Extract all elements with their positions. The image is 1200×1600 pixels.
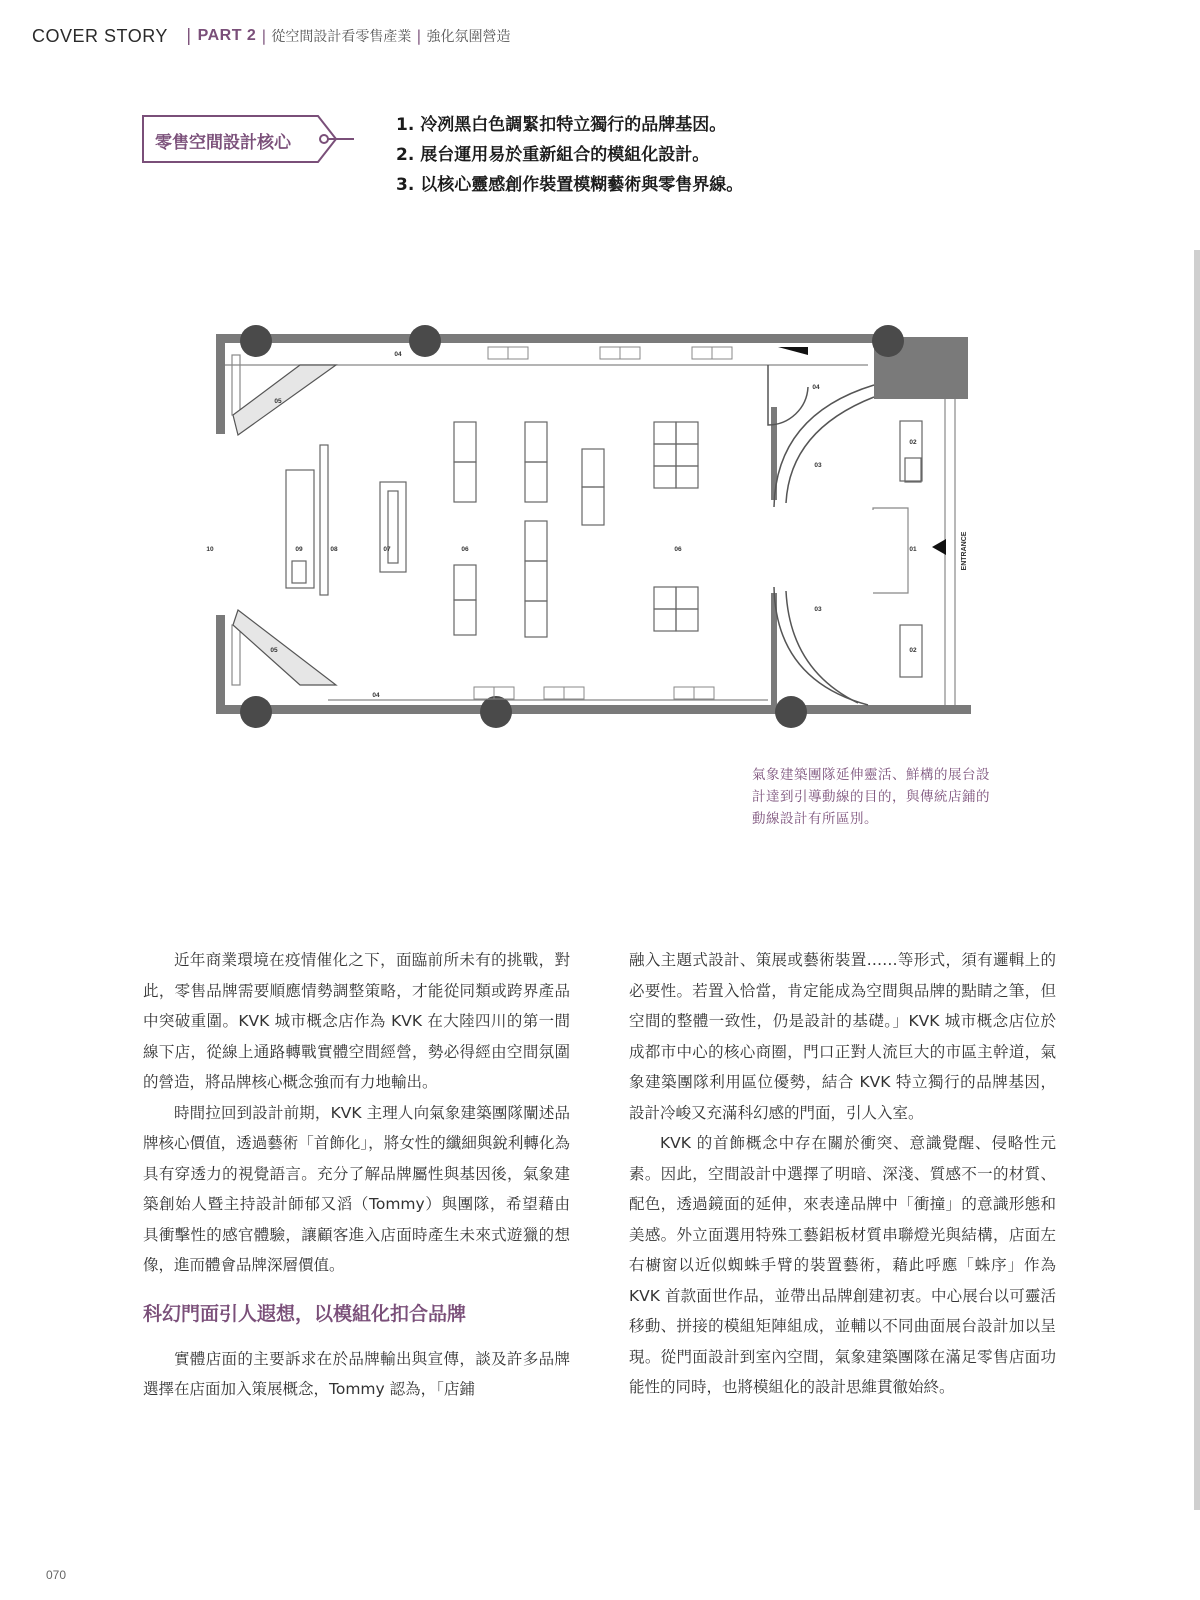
- zone-label: 10: [206, 546, 214, 553]
- running-header: [32, 24, 510, 48]
- zone-label: 07: [383, 546, 391, 553]
- core-point: 3. 以核心靈感創作裝置模糊藝術與零售界線。: [396, 175, 744, 195]
- section-label: 從空間設計看零售產業: [271, 29, 412, 45]
- body-paragraph: KVK 的首飾概念中存在關於衝突、意識覺醒、侵略性元素。因此，空間設計中選擇了明暗、深淺、質感不一的材質、配色，透過鏡面的延伸，來表達品牌中「衝撞」的意識形態和美感。外立面選用特殊工藝鋁板材質串聯燈光與結構，店面左右櫥窗以近似蜘蛛手臂的裝置藝術，藉此呼應「蛛序」作為 KVK 首款面世作品，並帶出品牌創建初衷。中心展台以可靈活移動、拼接的模組矩陣組成，並輔以不同曲面展台設計加以呈現。從門面設計到室內空間，氣象建築團隊在滿足零售店面功能性的同時，也將模組化的設計思維貫徹始終。: [629, 1134, 1056, 1396]
- entrance-label: ENTRANCE: [961, 531, 968, 571]
- body-paragraph: 近年商業環境在疫情催化之下，面臨前所未有的挑戰，對此，零售品牌需要順應情勢調整策略，才能從同類或跨界產品中突破重圍。KVK 城市概念店作為 KVK 在大陸四川的第一間線下店，從線上通路轉戰實體空間經營，勢必得經由空間氛圍的營造，將品牌核心概念強而有力地輸出。: [143, 951, 570, 1091]
- zone-label: 04: [394, 351, 402, 358]
- article-column-left: [143, 945, 570, 1405]
- page-edge-divider: [1194, 250, 1200, 1510]
- subsection-label: 強化氛圍營造: [426, 29, 511, 45]
- zone-label: 02: [909, 647, 917, 654]
- zone-label: 03: [814, 606, 822, 613]
- part-label: PART 2: [197, 27, 257, 44]
- zone-label: 02: [909, 439, 917, 446]
- zone-label: 06: [674, 546, 682, 553]
- header-divider: |: [185, 26, 192, 46]
- body-paragraph: 實體店面的主要訴求在於品牌輸出與宣傳，談及許多品牌選擇在店面加入策展概念，Tommy 認為，「店鋪: [143, 1349, 570, 1398]
- zone-label: 04: [372, 692, 380, 699]
- core-point: 1. 冷冽黑白色調緊扣特立獨行的品牌基因。: [396, 115, 727, 135]
- zone-label: 09: [295, 546, 303, 553]
- article-column-right: [629, 945, 1056, 1403]
- header-divider: |: [261, 27, 267, 45]
- core-points-list: [396, 110, 743, 200]
- header-divider: |: [416, 27, 422, 45]
- zone-label: 04: [812, 384, 820, 391]
- core-point: 2. 展台運用易於重新組合的模組化設計。: [396, 145, 710, 165]
- body-paragraph: 時間拉回到設計前期，KVK 主理人向氣象建築團隊闡述品牌核心價值，透過藝術「首飾化」，將女性的纖細與銳利轉化為具有穿透力的視覺語言。充分了解品牌屬性與基因後，氣象建築創始人暨主持設計師郁又滔（Tommy）與團隊，希望藉由具衝擊性的感官體驗，讓顧客進入店面時產生未來式遊獵的想像，進而體會品牌深層價值。: [143, 1103, 570, 1274]
- floor-plan: [208, 325, 990, 735]
- zone-label: 05: [270, 647, 278, 654]
- zone-label: 08: [330, 546, 338, 553]
- zone-label: 06: [461, 546, 469, 553]
- page-number: 070: [46, 1568, 67, 1582]
- zone-label: 01: [909, 546, 917, 553]
- core-tag-label: 零售空間設計核心: [155, 133, 291, 153]
- section-heading: 科幻門面引人遐想，以模組化扣合品牌: [143, 1302, 467, 1325]
- zone-label: 05: [274, 398, 282, 405]
- body-paragraph: 融入主題式設計、策展或藝術裝置……等形式，須有邏輯上的必要性。若置入恰當，肯定能成為空間與品牌的點睛之筆，但空間的整體一致性，仍是設計的基礎。」KVK 城市概念店位於成都市中心的核心商圈，門口正對人流巨大的市區主幹道，氣象建築團隊利用區位優勢，結合 KVK 特立獨行的品牌基因，設計冷峻又充滿科幻感的門面，引人入室。: [629, 951, 1056, 1122]
- zone-label: 03: [814, 462, 822, 469]
- plan-caption: 氣象建築團隊延伸靈活、鮮構的展台設計達到引導動線的目的，與傳統店鋪的動線設計有所區別。: [752, 767, 990, 827]
- cover-story-label: COVER STORY: [32, 25, 168, 46]
